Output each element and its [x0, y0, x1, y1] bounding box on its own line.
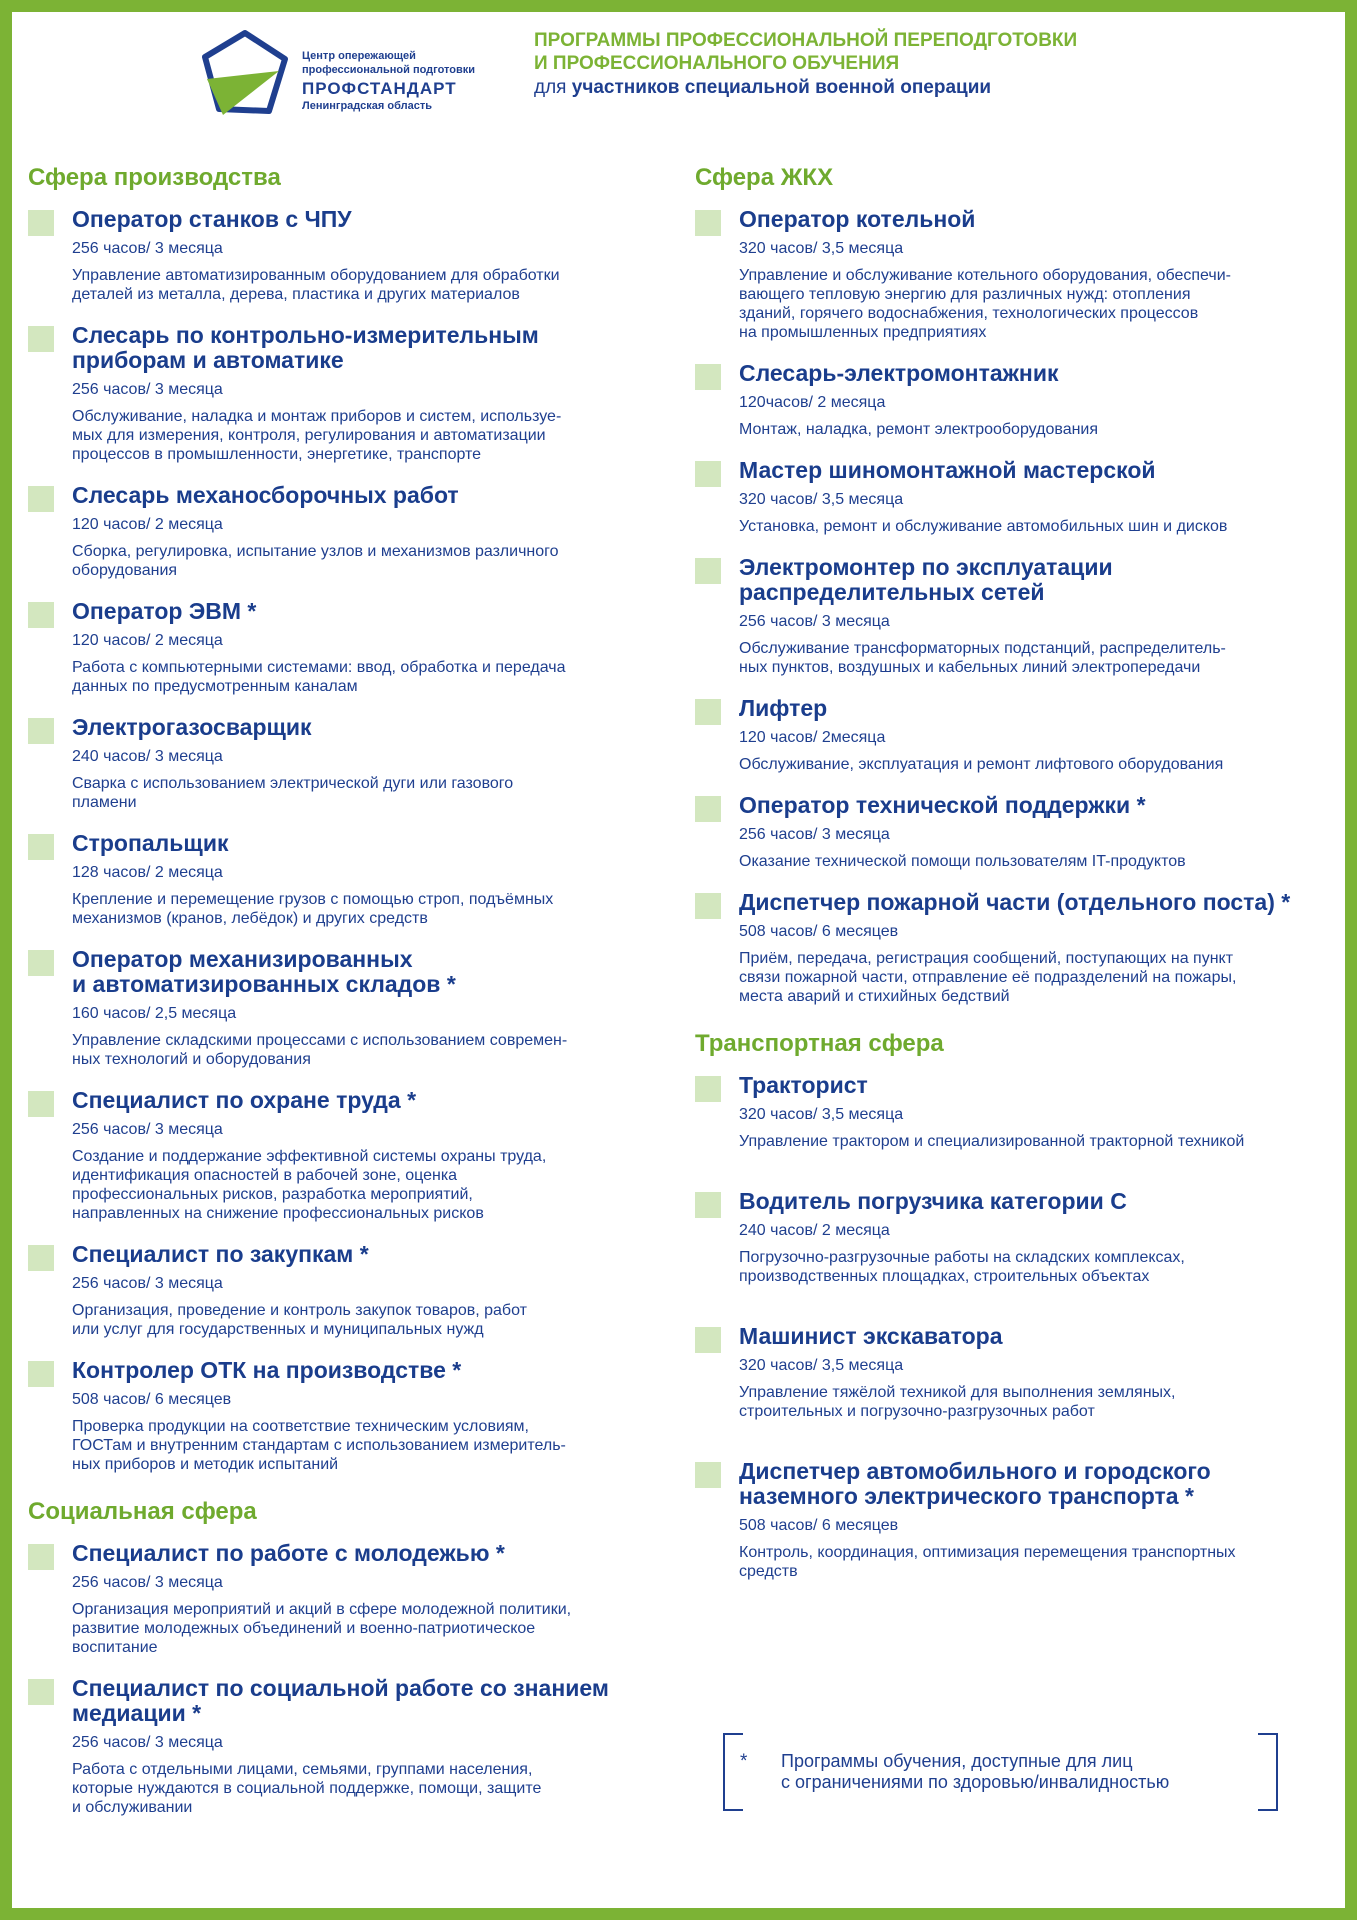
program-hours: 256 часов/ 3 месяца: [72, 1734, 223, 1751]
program-hours: 240 часов/ 3 месяца: [72, 748, 223, 765]
bullet-square-icon: [28, 602, 54, 628]
logo-region: Ленинградская область: [302, 100, 432, 112]
program-description: Обслуживание, эксплуатация и ремонт лифтового оборудования: [739, 756, 1224, 773]
program-hours: 240 часов/ 2 месяца: [739, 1222, 890, 1239]
program-title: Электромонтер по эксплуатации распределительных сетей: [739, 554, 1113, 605]
program-item: [28, 1088, 668, 1223]
program-hours: 320 часов/ 3,5 месяца: [739, 1106, 904, 1123]
bullet-square-icon: [695, 1192, 721, 1218]
program-description: Сварка с использованием электрической дуги или газового пламени: [72, 775, 514, 811]
program-hours: 120 часов/ 2 месяца: [72, 632, 223, 649]
program-title: Стропальщик: [72, 830, 229, 856]
program-title: Оператор котельной: [739, 206, 976, 232]
program-hours: 256 часов/ 3 месяца: [72, 1121, 223, 1138]
program-hours: 320 часов/ 3,5 месяца: [739, 1357, 904, 1374]
program-description: Монтаж, наладка, ремонт электрооборудования: [739, 421, 1099, 438]
bullet-square-icon: [695, 1076, 721, 1102]
program-hours: 256 часов/ 3 месяца: [739, 613, 890, 630]
header-title-line-1: ПРОГРАММЫ ПРОФЕССИОНАЛЬНОЙ ПЕРЕПОДГОТОВКИ: [534, 30, 1078, 51]
bullet-square-icon: [695, 210, 721, 236]
program-item: [28, 599, 668, 696]
program-hours: 256 часов/ 3 месяца: [72, 381, 223, 398]
program-title: Диспетчер пожарной части (отдельного поста) *: [739, 889, 1291, 915]
program-title: Лифтер: [739, 695, 828, 721]
program-description: Погрузочно-разгрузочные работы на складских комплексах, производственных площадках, строительных объектах: [739, 1249, 1185, 1285]
program-item: [695, 555, 1335, 677]
header-sub-prefix: для: [534, 77, 567, 98]
program-item: [28, 831, 668, 928]
program-item: [695, 1459, 1335, 1581]
header-title-line-2: И ПРОФЕССИОНАЛЬНОГО ОБУЧЕНИЯ: [534, 53, 900, 74]
program-title: Слесарь по контрольно-измерительным приборам и автоматике: [72, 322, 539, 373]
page-header: [534, 29, 1294, 100]
program-description: Управление и обслуживание котельного оборудования, обеспечи- вающего тепловую энергию для различных нужд: отопления зданий, горячего водоснабжения, технологических процессов на промышленных предприятиях: [739, 267, 1231, 341]
bullet-square-icon: [28, 1245, 54, 1271]
bullet-square-icon: [28, 1091, 54, 1117]
bullet-square-icon: [695, 699, 721, 725]
program-hours: 508 часов/ 6 месяцев: [739, 923, 899, 940]
logo: [197, 29, 537, 119]
bullet-square-icon: [28, 718, 54, 744]
program-list-transport: [695, 1073, 1335, 1581]
program-title: Контролер ОТК на производстве *: [72, 1357, 462, 1383]
program-description: Проверка продукции на соответствие техническим условиям, ГОСТам и внутренним стандартам с использованием измеритель- ных приборов и методик испытаний: [72, 1418, 566, 1473]
bullet-square-icon: [28, 950, 54, 976]
program-title: Оператор технической поддержки *: [739, 792, 1146, 818]
program-item: [28, 1358, 668, 1474]
program-description: Приём, передача, регистрация сообщений, поступающих на пункт связи пожарной части, отправление её подразделений на пожары, места аварий и стихийных бедствий: [739, 950, 1237, 1005]
program-hours: 120 часов/ 2 месяца: [72, 516, 223, 533]
program-hours: 128 часов/ 2 месяца: [72, 864, 223, 881]
program-title: Специалист по закупкам *: [72, 1241, 369, 1267]
program-title: Оператор механизированных и автоматизированных складов *: [72, 946, 456, 997]
program-item: [28, 947, 668, 1069]
program-hours: 120 часов/ 2месяца: [739, 729, 886, 746]
program-item: [695, 1189, 1335, 1286]
bullet-square-icon: [28, 486, 54, 512]
bullet-square-icon: [695, 796, 721, 822]
section-title-social: Социальная сфера: [28, 1498, 257, 1525]
program-description: Обслуживание трансформаторных подстанций, распределитель- ных пунктов, воздушных и кабельных линий электропередачи: [739, 640, 1226, 676]
logo-line-1: Центр опережающей: [302, 50, 416, 62]
program-description: Крепление и перемещение грузов с помощью строп, подъёмных механизмов (кранов, лебёдок) и других средств: [72, 891, 554, 927]
bullet-square-icon: [28, 1361, 54, 1387]
program-description: Управление автоматизированным оборудованием для обработки деталей из металла, дерева, пластика и других материалов: [72, 267, 560, 303]
program-item: [28, 1541, 668, 1657]
program-title: Водитель погрузчика категории С: [739, 1188, 1127, 1214]
program-item: [28, 715, 668, 812]
bullet-square-icon: [28, 1679, 54, 1705]
program-hours: 256 часов/ 3 месяца: [72, 1275, 223, 1292]
bullet-square-icon: [695, 558, 721, 584]
program-list-social: [28, 1541, 668, 1817]
program-item: [695, 207, 1335, 342]
program-hours: 320 часов/ 3,5 месяца: [739, 491, 904, 508]
footnote: [723, 1733, 1278, 1811]
program-description: Установка, ремонт и обслуживание автомобильных шин и дисков: [739, 518, 1228, 535]
bullet-square-icon: [695, 1327, 721, 1353]
bullet-square-icon: [28, 210, 54, 236]
program-title: Электрогазосварщик: [72, 714, 312, 740]
program-item: [695, 1324, 1335, 1421]
section-title-transport: Транспортная сфера: [695, 1030, 944, 1057]
program-item: [28, 1676, 668, 1817]
program-hours: 256 часов/ 3 месяца: [72, 1574, 223, 1591]
logo-text: [302, 49, 542, 113]
section-title-production: Сфера производства: [28, 164, 281, 191]
poster-sheet: [12, 12, 1345, 1908]
program-title: Диспетчер автомобильного и городского наземного электрического транспорта *: [739, 1458, 1211, 1509]
header-subtitle: [534, 75, 1294, 100]
program-description: Управление складскими процессами с использованием современ- ных технологий и оборудования: [72, 1032, 568, 1068]
program-hours: 120часов/ 2 месяца: [739, 394, 886, 411]
program-description: Работа с отдельными лицами, семьями, группами населения, которые нуждаются в социальной поддержке, помощи, защите и обслуживании: [72, 1761, 542, 1816]
program-description: Сборка, регулировка, испытание узлов и механизмов различного оборудования: [72, 543, 559, 579]
program-item: [695, 1073, 1335, 1151]
program-description: Обслуживание, наладка и монтаж приборов и систем, используе- мых для измерения, контроля, регулирования и автоматизации процессов в промышленности, энергетике, транспорте: [72, 408, 562, 463]
program-item: [695, 793, 1335, 871]
left-column: [28, 162, 668, 1836]
program-title: Слесарь механосборочных работ: [72, 482, 459, 508]
program-hours: 508 часов/ 6 месяцев: [72, 1391, 232, 1408]
program-hours: 256 часов/ 3 месяца: [72, 240, 223, 257]
program-title: Машинист экскаватора: [739, 1323, 1003, 1349]
program-item: [28, 483, 668, 580]
program-hours: 256 часов/ 3 месяца: [739, 826, 890, 843]
header-sub-bold: участников специальной военной операции: [571, 77, 992, 98]
program-item: [695, 458, 1335, 536]
logo-brand: ПРОФСТАНДАРТ: [302, 79, 457, 98]
program-item: [28, 207, 668, 304]
program-title: Тракторист: [739, 1072, 868, 1098]
program-item: [28, 1242, 668, 1339]
program-description: Управление трактором и специализированной тракторной техникой: [739, 1133, 1245, 1150]
bullet-square-icon: [695, 364, 721, 390]
footnote-text: Программы обучения, доступные для лиц с ограничениями по здоровью/инвалидностью: [781, 1751, 1170, 1792]
program-list-production: [28, 207, 668, 1474]
program-title: Специалист по охране труда *: [72, 1087, 417, 1113]
program-description: Организация, проведение и контроль закупок товаров, работ или услуг для государственных и муниципальных нужд: [72, 1302, 527, 1338]
bullet-square-icon: [695, 893, 721, 919]
footnote-bracket-right: [1258, 1733, 1278, 1811]
program-item: [695, 696, 1335, 774]
program-title: Специалист по работе с молодежью *: [72, 1540, 505, 1566]
program-description: Создание и поддержание эффективной системы охраны труда, идентификация опасностей в рабочей зоне, оценка профессиональных рисков, разработка мероприятий, направленных на снижение профессиональных рисков: [72, 1148, 547, 1222]
program-title: Мастер шиномонтажной мастерской: [739, 457, 1156, 483]
program-item: [695, 890, 1335, 1006]
right-column: [695, 162, 1335, 1619]
program-title: Слесарь-электромонтажник: [739, 360, 1059, 386]
program-item: [695, 361, 1335, 439]
footnote-star: *: [740, 1751, 748, 1772]
program-description: Организация мероприятий и акций в сфере молодежной политики, развитие молодежных объединений и военно-патриотическое воспитание: [72, 1601, 572, 1656]
program-title: Оператор ЭВМ *: [72, 598, 257, 624]
pentagon-logo-icon: [197, 29, 297, 119]
program-description: Оказание технической помощи пользователям IT-продуктов: [739, 853, 1186, 870]
program-hours: 320 часов/ 3,5 месяца: [739, 240, 904, 257]
program-item: [28, 323, 668, 464]
program-hours: 508 часов/ 6 месяцев: [739, 1517, 899, 1534]
bullet-square-icon: [28, 1544, 54, 1570]
bullet-square-icon: [695, 461, 721, 487]
program-list-housing: [695, 207, 1335, 1006]
program-description: Управление тяжёлой техникой для выполнения земляных, строительных и погрузочно-разгрузочных работ: [739, 1384, 1176, 1420]
program-description: Контроль, координация, оптимизация перемещения транспортных средств: [739, 1544, 1236, 1580]
bullet-square-icon: [695, 1462, 721, 1488]
program-title: Оператор станков с ЧПУ: [72, 206, 352, 232]
bullet-square-icon: [28, 326, 54, 352]
program-title: Специалист по социальной работе со знанием медиации *: [72, 1675, 609, 1726]
section-title-housing: Сфера ЖКХ: [695, 164, 834, 191]
program-description: Работа с компьютерными системами: ввод, обработка и передача данных по предусмотренным каналам: [72, 659, 566, 695]
bullet-square-icon: [28, 834, 54, 860]
logo-line-2: профессиональной подготовки: [302, 64, 476, 76]
program-hours: 160 часов/ 2,5 месяца: [72, 1005, 237, 1022]
